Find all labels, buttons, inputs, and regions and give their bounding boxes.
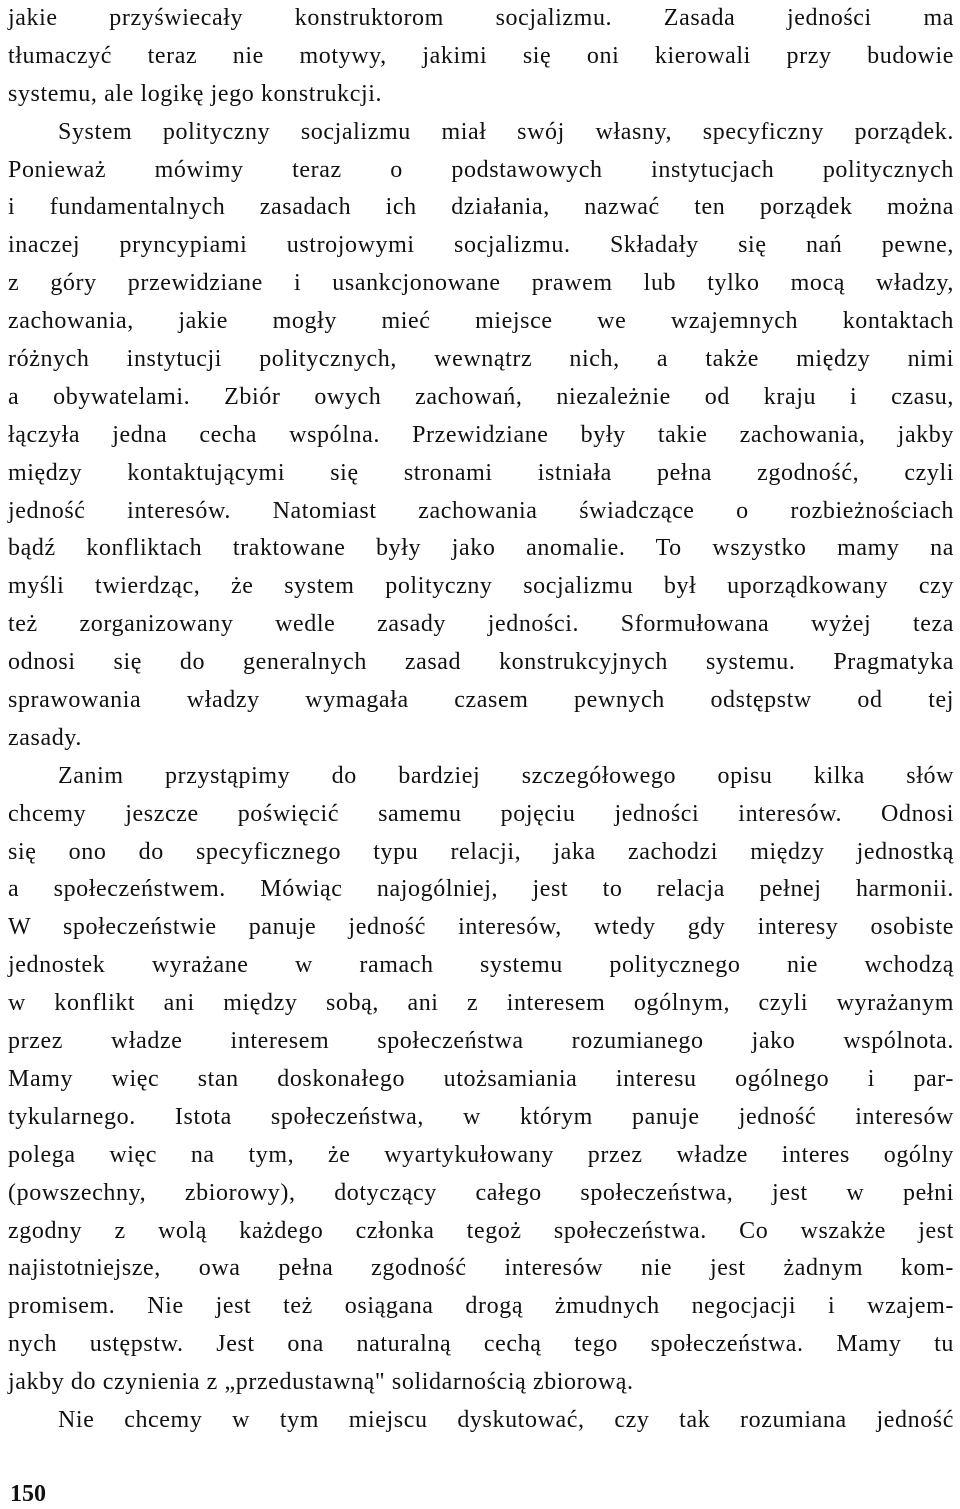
text-line: zasady. — [8, 724, 82, 751]
text-line: a obywatelami. Zbiór owych zachowań, niezależnie od kraju i czasu, — [8, 383, 954, 410]
text-line: między kontaktującymi się stronami istniała pełna zgodność, czyli — [8, 459, 954, 486]
text-line: odnosi się do generalnych zasad konstrukcyjnych systemu. Pragmatyka — [8, 649, 954, 676]
text-line: W społeczeństwie panuje jedność interesów, wtedy gdy interesy osobiste — [8, 914, 954, 941]
text-line: (powszechny, zbiorowy), dotyczący całego społeczeństwa, jest w pełni — [8, 1179, 954, 1206]
text-line: myśli twierdząc, że system polityczny socjalizmu był uporządkowany czy — [8, 573, 954, 600]
paragraph — [8, 114, 954, 758]
text-line: też zorganizowany wedle zasady jedności. Sformułowana wyżej teza — [8, 611, 954, 638]
paragraph — [8, 1402, 954, 1440]
text-line: bądź konfliktach traktowane były jako anomalie. To wszystko mamy na — [8, 535, 954, 562]
text-line: zachowania, jakie mogły mieć miejsce we wzajemnych kontaktach — [8, 308, 954, 335]
text-line: i fundamentalnych zasadach ich działania, nazwać ten porządek można — [8, 194, 954, 221]
text-line: nych ustępstw. Jest ona naturalną cechą tego społeczeństwa. Mamy tu — [8, 1331, 954, 1358]
text-line: Nie chcemy w tym miejscu dyskutować, czy tak rozumiana jedność — [58, 1406, 954, 1433]
text-line: systemu, ale logikę jego konstrukcji. — [8, 80, 383, 107]
text-line: inaczej pryncypiami ustrojowymi socjalizmu. Składały się nań pewne, — [8, 232, 954, 259]
text-line: z góry przewidziane i usankcjonowane prawem lub tylko mocą władzy, — [8, 270, 954, 297]
text-line: jakie przyświecały konstruktorom socjalizmu. Zasada jedności ma — [8, 5, 954, 31]
text-line: jakby do czynienia z „przedustawną" solidarnością zbiorową. — [8, 1369, 634, 1396]
text-line: Mamy więc stan doskonałego utożsamiania interesu ogólnego i par- — [8, 1065, 954, 1092]
text-line: się ono do specyficznego typu relacji, jaka zachodzi między jednostką — [8, 838, 954, 865]
paragraph — [8, 0, 954, 114]
page-number: 150 — [10, 1481, 46, 1507]
text-line: jednostek wyrażane w ramach systemu politycznego nie wchodzą — [8, 952, 954, 979]
text-line: Ponieważ mówimy teraz o podstawowych instytucjach politycznych — [8, 156, 954, 183]
page-body — [8, 0, 954, 1440]
text-line: łączyła jedna cecha wspólna. Przewidziane były takie zachowania, jakby — [8, 421, 954, 448]
text-line: różnych instytucji politycznych, wewnątrz nich, a także między nimi — [8, 346, 954, 373]
text-line: jedność interesów. Natomiast zachowania świadczące o rozbieżnościach — [8, 497, 954, 524]
text-line: najistotniejsze, owa pełna zgodność interesów nie jest żadnym kom- — [8, 1255, 954, 1282]
paragraph — [8, 758, 954, 1402]
text-line: sprawowania władzy wymagała czasem pewnych odstępstw od tej — [8, 687, 954, 714]
text-line: w konflikt ani między sobą, ani z interesem ogólnym, czyli wyrażanym — [8, 990, 954, 1017]
text-line: chcemy jeszcze poświęcić samemu pojęciu jedności interesów. Odnosi — [8, 800, 954, 827]
text-line: tykularnego. Istota społeczeństwa, w którym panuje jedność interesów — [8, 1103, 954, 1130]
text-line: promisem. Nie jest też osiągana drogą żmudnych negocjacji i wzajem- — [8, 1293, 954, 1320]
text-line: polega więc na tym, że wyartykułowany przez władze interes ogólny — [8, 1141, 954, 1168]
text-line: System polityczny socjalizmu miał swój własny, specyficzny porządek. — [58, 118, 954, 145]
text-line: tłumaczyć teraz nie motywy, jakimi się oni kierowali przy budowie — [8, 42, 954, 69]
text-line: a społeczeństwem. Mówiąc najogólniej, jest to relacja pełnej harmonii. — [8, 876, 954, 903]
text-line: Zanim przystąpimy do bardziej szczegółowego opisu kilka słów — [58, 762, 954, 789]
text-line: przez władze interesem społeczeństwa rozumianego jako wspólnota. — [8, 1028, 954, 1055]
text-line: zgodny z wolą każdego członka tegoż społeczeństwa. Co wszakże jest — [8, 1217, 954, 1244]
